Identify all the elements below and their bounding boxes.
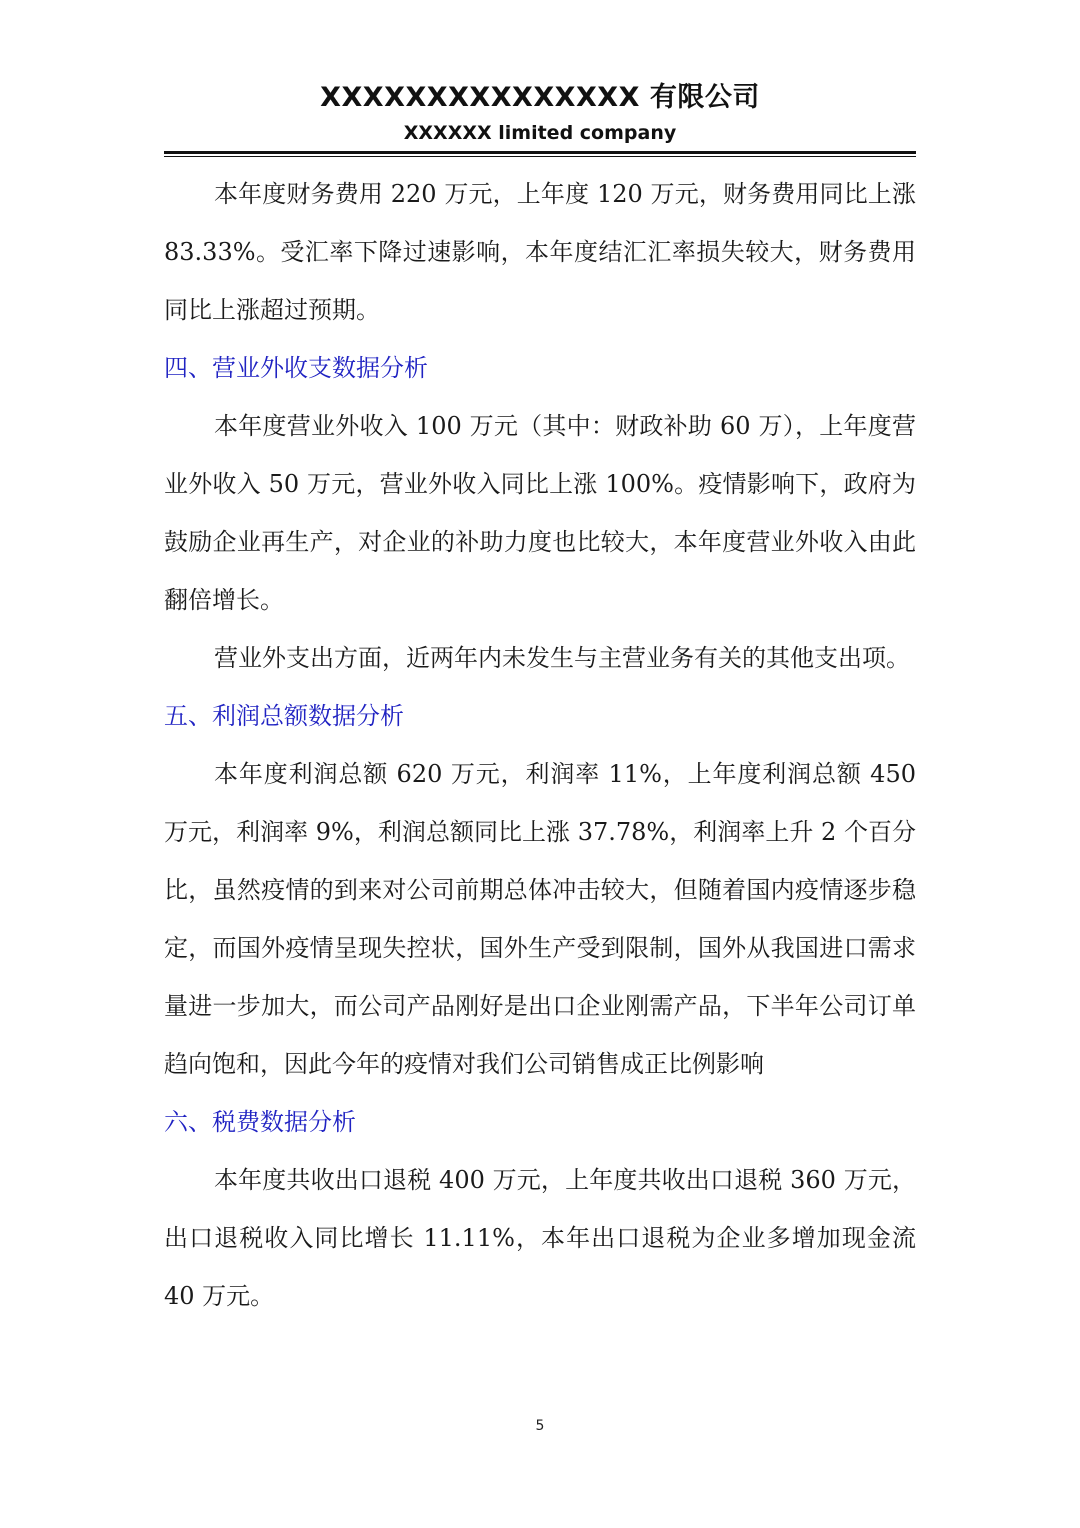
section-heading-profit: 五、利润总额数据分析	[164, 702, 404, 730]
header-divider-thick	[164, 151, 916, 154]
page-number: 5	[535, 1418, 545, 1434]
section-heading-tax: 六、税费数据分析	[164, 1108, 356, 1136]
finance-expense-paragraph: 本年度财务费用 220 万元，上年度 120 万元，财务费用同比上涨 83.33%。受汇率下降过速影响，本年度结汇汇率损失较大，财务费用同比上涨超过预期。	[164, 180, 916, 324]
header-divider-thin	[164, 156, 916, 157]
non-operating-income-paragraph: 本年度营业外收入 100 万元（其中：财政补助 60 万），上年度营业外收入 50 万元，营业外收入同比上涨 100%。疫情影响下，政府为鼓励企业再生产，对企业的补助力度也比较大，本年度营业外收入由此翻倍增长。	[164, 412, 916, 614]
tax-paragraph: 本年度共收出口退税 400 万元，上年度共收出口退税 360 万元，出口退税收入同比增长 11.11%，本年出口退税为企业多增加现金流 40 万元。	[164, 1166, 916, 1310]
company-name-cn: XXXXXXXXXXXXXXX 有限公司	[320, 82, 760, 113]
profit-paragraph: 本年度利润总额 620 万元，利润率 11%，上年度利润总额 450 万元，利润率 9%，利润总额同比上涨 37.78%，利润率上升 2 个百分比，虽然疫情的到来对公司前期总体冲击较大，但随着国内疫情逐步稳定，而国外疫情呈现失控状，国外生产受到限制，国外从我国进口需求量进一步加大，而公司产品刚好是出口企业刚需产品，下半年公司订单趋向饱和，因此今年的疫情对我们公司销售成正比例影响	[164, 760, 916, 1078]
company-name-en: XXXXXX limited company	[403, 122, 677, 144]
document-body	[164, 165, 916, 1325]
non-operating-expense-paragraph: 营业外支出方面，近两年内未发生与主营业务有关的其他支出项。	[214, 644, 910, 672]
section-heading-non-operating: 四、营业外收支数据分析	[164, 354, 428, 382]
document-header	[164, 78, 916, 148]
